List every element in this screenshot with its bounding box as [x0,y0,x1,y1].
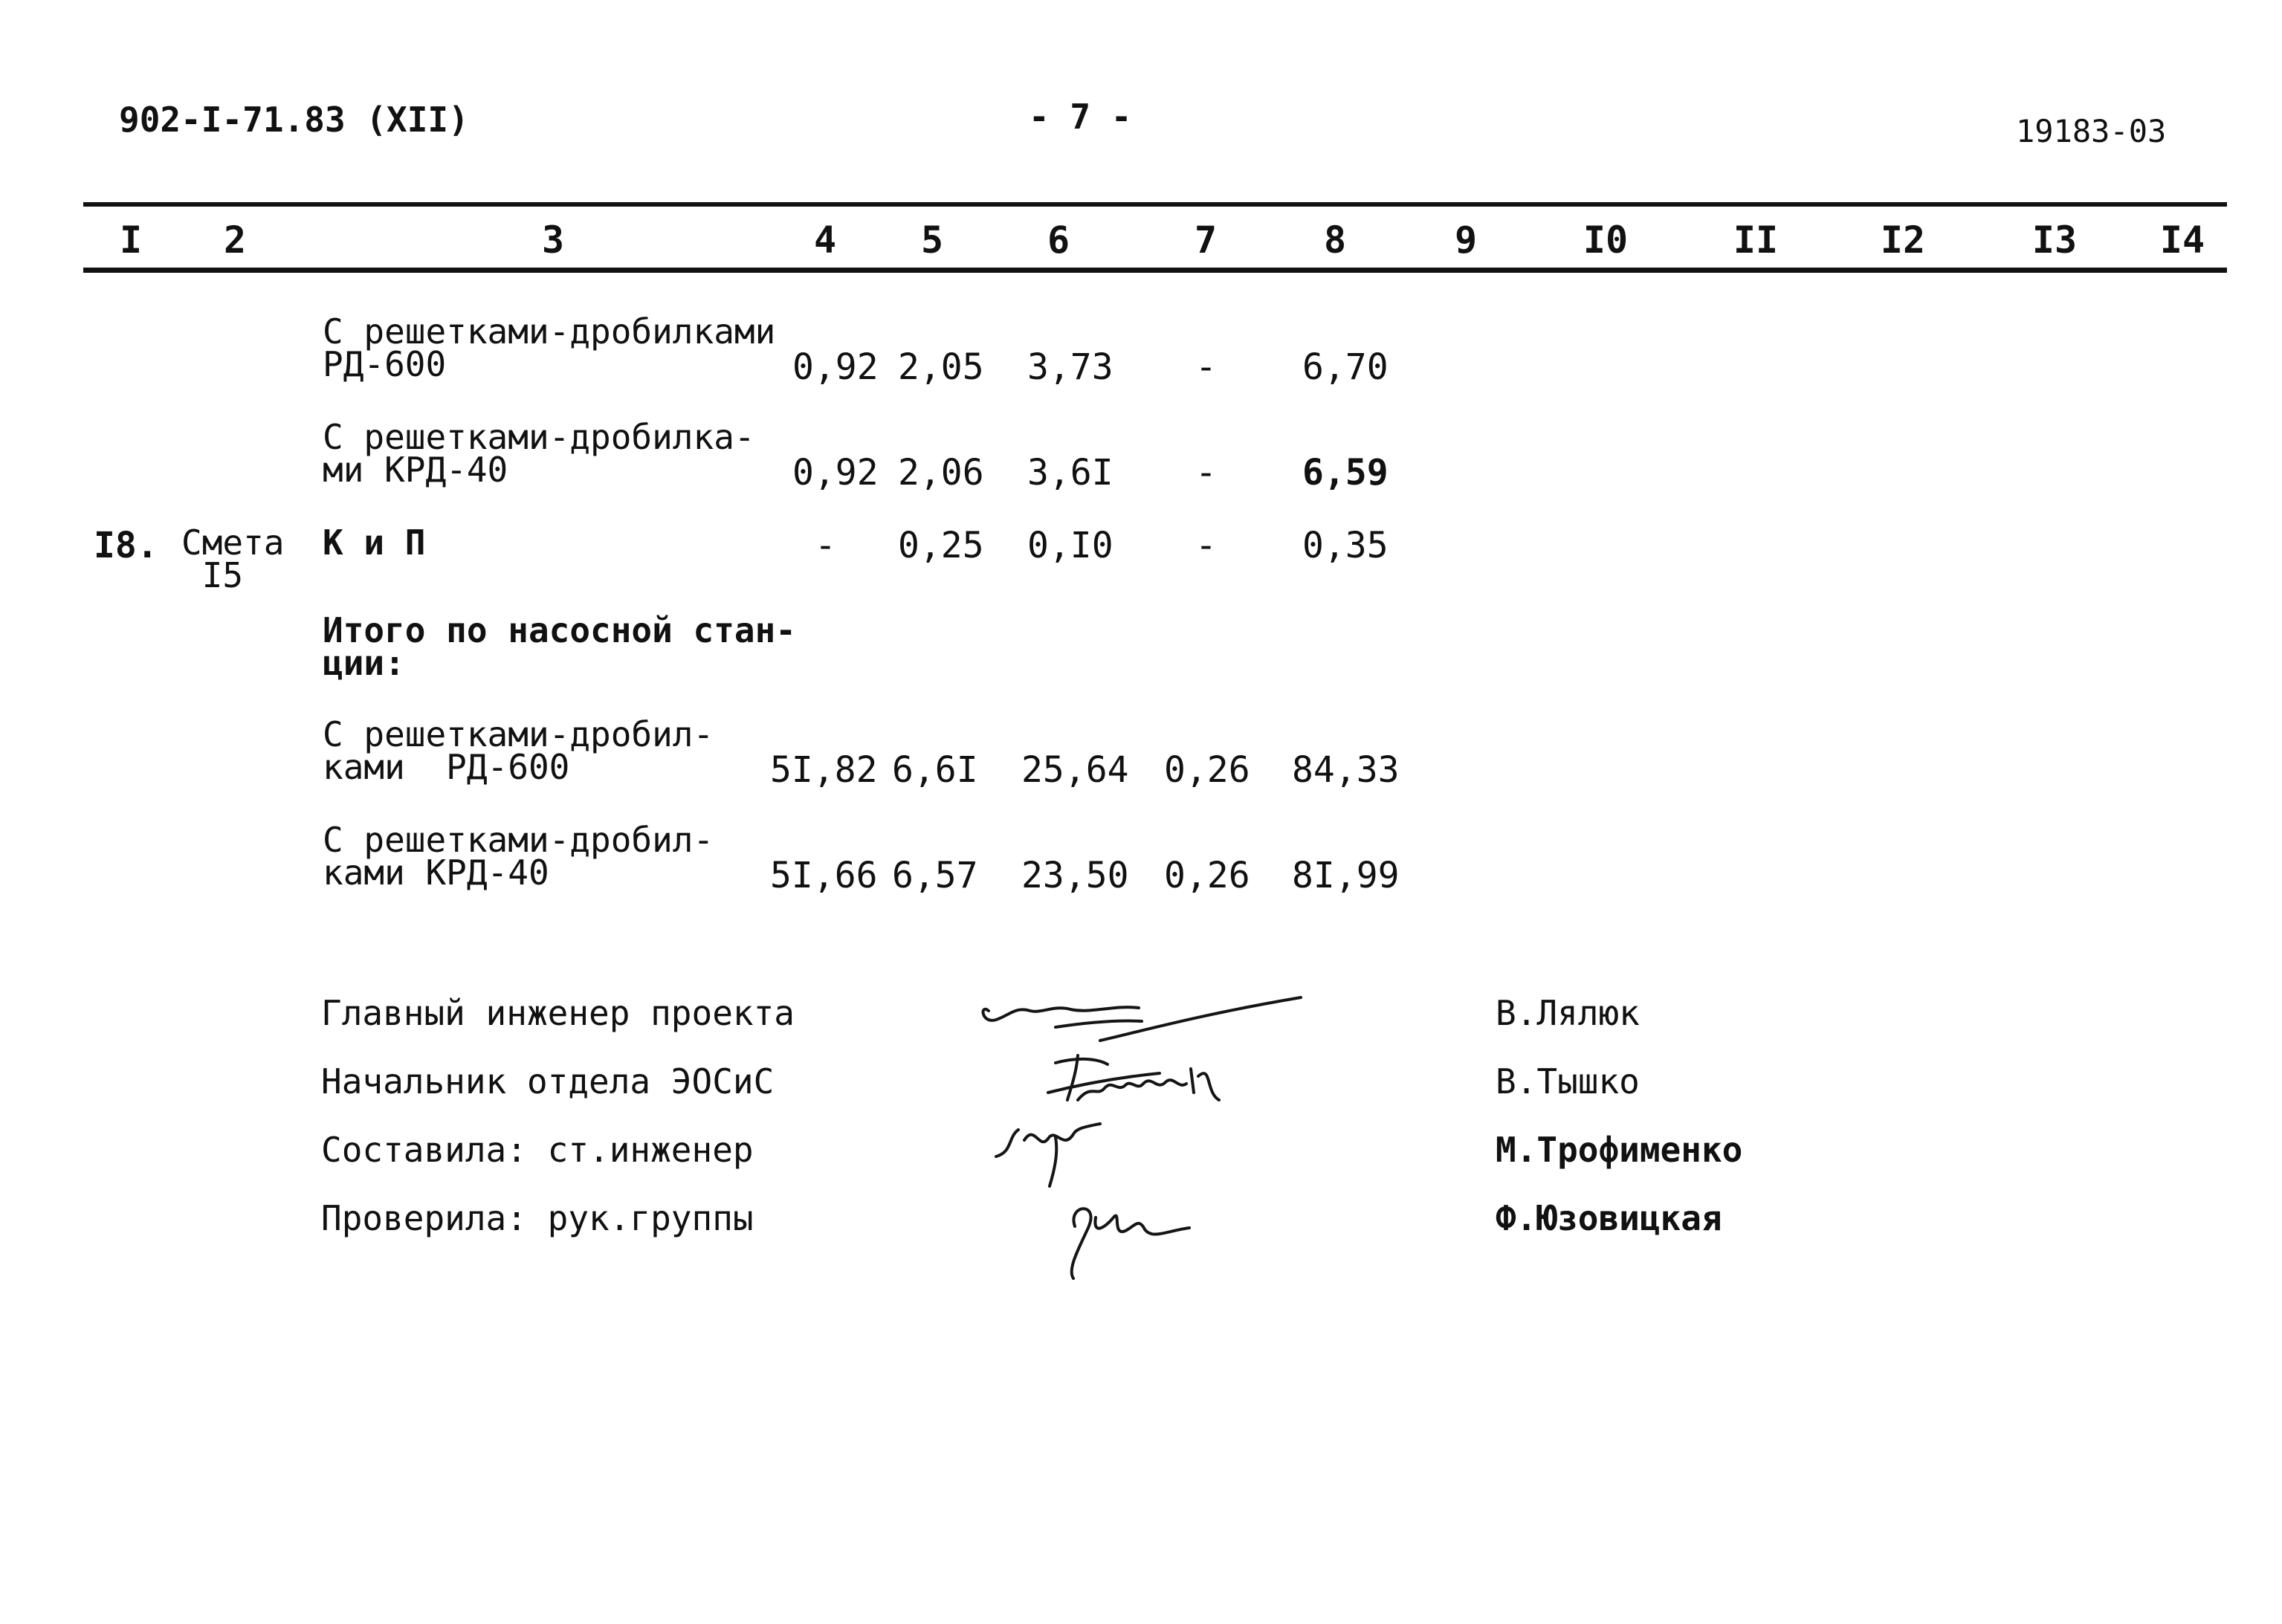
cell-col7: 0,26 [1164,855,1250,896]
signature-stroke [1048,1055,1219,1100]
table-header-rule [83,268,2227,273]
column-header: I4 [2159,219,2205,262]
cell-col4: 5I,66 [770,855,878,896]
cell-col5: 6,57 [892,855,978,896]
signer-name: В.Лялюк [1496,993,1640,1033]
document-code: 902-I-71.83 (XII) [119,100,469,140]
signer-name: В.Тышко [1496,1061,1640,1101]
cell-col7: - [1195,346,1217,388]
row-description: К и П [323,523,426,563]
column-header: II [1733,219,1779,262]
cell-col8: 6,70 [1302,346,1389,388]
row-source: Смета I5 [181,523,285,595]
cell-col7: - [1195,525,1217,566]
column-header: 2 [223,219,247,262]
column-header: 9 [1454,219,1478,262]
column-header: I0 [1583,219,1629,262]
row-description: С решетками-дробилка- ми КРД-40 [323,417,755,490]
row-description: С решетками-дробилками РД-600 [323,311,776,384]
cell-col8: 8I,99 [1292,855,1400,896]
signer-role: Проверила: рук.группы [321,1198,754,1238]
handwritten-signatures [966,981,1338,1293]
cell-col4: 0,92 [792,346,879,388]
cell-col8: 6,59 [1302,452,1389,494]
column-header: I3 [2032,219,2078,262]
column-header: 6 [1047,219,1070,262]
cell-col7: - [1195,452,1217,494]
cell-col5: 2,06 [898,452,984,494]
column-header: I [119,219,143,262]
table-top-rule [83,202,2227,207]
archive-number: 19183-03 [2016,113,2167,149]
cell-col7: 0,26 [1164,749,1250,791]
cell-col5: 0,25 [898,525,984,566]
row-description: Итого по насосной стан- ции: [323,610,796,683]
signature-stroke [1072,1209,1189,1278]
cell-col4: 5I,82 [770,749,878,791]
row-description: С решетками-дробил- ками КРД-40 [323,820,714,893]
column-header: 5 [920,219,944,262]
cell-col6: 23,50 [1021,855,1129,896]
cell-col5: 2,05 [898,346,984,388]
cell-col4: 0,92 [792,452,879,494]
signature-stroke [983,997,1301,1041]
signer-name: М.Трофименко [1496,1130,1743,1170]
cell-col5: 6,6I [892,749,978,791]
column-header: 7 [1194,219,1218,262]
cell-col6: 3,6I [1027,452,1113,494]
page-number: - 7 - [1029,97,1132,137]
row-description: С решетками-дробил- ками РД-600 [323,714,714,787]
cell-col6: 25,64 [1021,749,1129,791]
cell-col8: 0,35 [1302,525,1389,566]
column-header: 3 [541,219,565,262]
signer-role: Главный инженер проекта [321,993,795,1033]
row-number: I8. [94,525,158,566]
cell-col6: 0,I0 [1027,525,1113,566]
signature-stroke [996,1124,1100,1186]
cell-col8: 84,33 [1292,749,1400,791]
signer-role: Начальник отдела ЭОСиС [321,1061,775,1101]
cell-col6: 3,73 [1027,346,1113,388]
column-header: 4 [813,219,837,262]
column-header: 8 [1323,219,1347,262]
cell-col4: - [815,525,836,566]
signer-role: Составила: ст.инженер [321,1130,754,1170]
column-header: I2 [1880,219,1926,262]
signer-name: Ф.Юзовицкая [1496,1198,1722,1238]
